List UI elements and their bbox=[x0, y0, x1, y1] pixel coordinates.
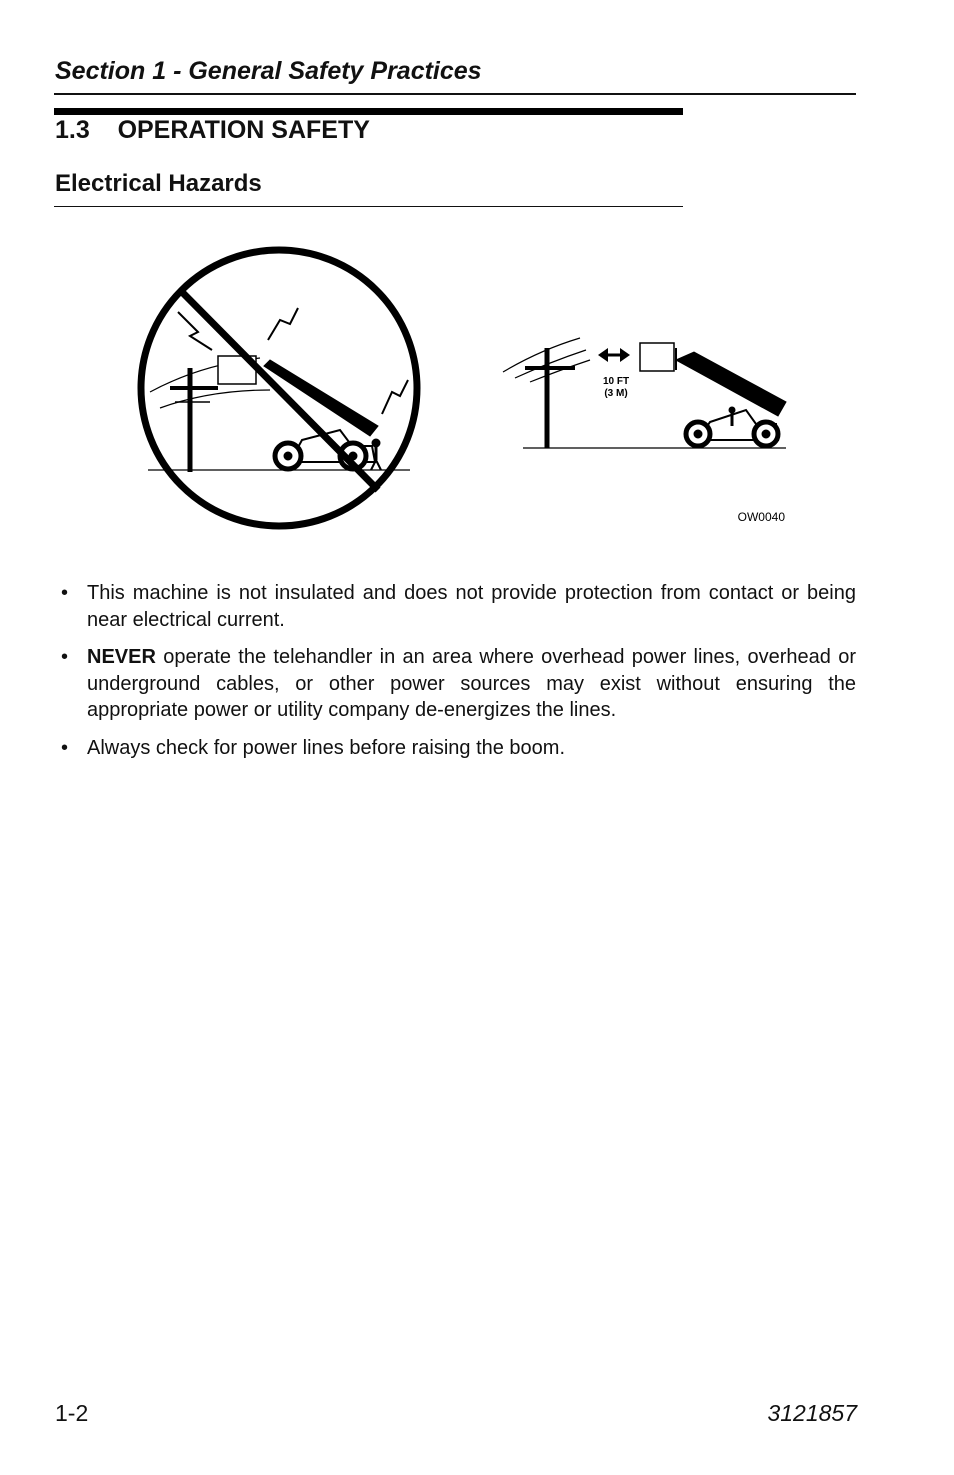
bullet-emphasis: NEVER bbox=[87, 646, 156, 668]
bullet-dot: • bbox=[61, 736, 69, 759]
safe-clearance-scene bbox=[503, 338, 786, 448]
bullet-text: Always check for power lines before raising the boom. bbox=[87, 736, 566, 759]
header-rule bbox=[54, 93, 856, 95]
section-number: 1.3 bbox=[55, 116, 90, 144]
bullet-text: This machine is not insulated and does not provide protection from contact or being near electrical current. bbox=[87, 582, 856, 631]
bullet-list bbox=[58, 580, 856, 772]
bullet-text: operate the telehandler in an area where overhead power lines, overhead or underground cables, or other power sources may exist without ensuring the appropriate power or utility company de-energizes the lines. bbox=[87, 646, 856, 721]
clearance-distance-m: (3 M) bbox=[604, 388, 628, 399]
heading-rule bbox=[54, 108, 683, 115]
page-number: 1-2 bbox=[55, 1400, 89, 1426]
bullet-item bbox=[58, 580, 856, 633]
figure-code: OW0040 bbox=[737, 510, 785, 524]
bullet-dot: • bbox=[61, 582, 69, 604]
document-number: 3121857 bbox=[767, 1400, 857, 1426]
electrical-hazard-figure bbox=[120, 240, 810, 540]
section-title: OPERATION SAFETY bbox=[117, 116, 370, 144]
clearance-distance-ft: 10 FT bbox=[602, 376, 630, 387]
bullet-dot: • bbox=[61, 646, 69, 668]
section-header: Section 1 - General Safety Practices bbox=[55, 57, 482, 85]
subheading-rule bbox=[54, 206, 683, 207]
prohibited-scene bbox=[141, 250, 417, 526]
bullet-item bbox=[58, 644, 856, 724]
bullet-item bbox=[58, 735, 856, 762]
section-heading bbox=[55, 116, 370, 145]
subheading: Electrical Hazards bbox=[55, 170, 262, 197]
